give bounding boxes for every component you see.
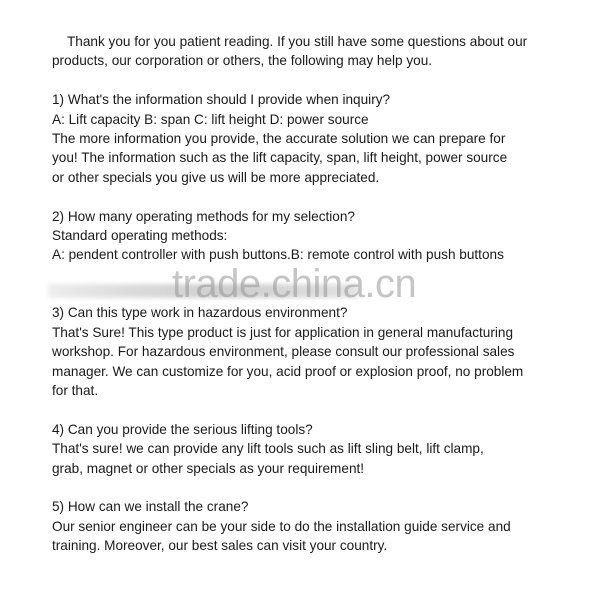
faq-answer-line: A: Lift capacity B: span C: lift height D: power source [52, 111, 369, 127]
paragraph-gap [52, 187, 582, 206]
paragraph-gap [52, 71, 582, 90]
faq-question: 1) What's the information should I provide when inquiry? [52, 92, 391, 108]
faq-answer-line: training. Moreover, our best sales can visit your country. [52, 538, 388, 554]
faq-item [52, 420, 582, 478]
faq-answer-line: The more information you provide, the accurate solution we can prepare for [52, 130, 506, 146]
faq-answer-line: manager. We can customize for you, acid proof or explosion proof, no problem [52, 363, 524, 379]
faq-question: 2) How many operating methods for my selection? [52, 208, 355, 224]
faq-item [52, 90, 582, 187]
watermark-text: trade.china.cn [172, 262, 417, 306]
faq-question: 3) Can this type work in hazardous environment? [52, 305, 348, 321]
faq-answer-line: grab, magnet or other specials as your requirement! [52, 460, 365, 476]
faq-question: 4) Can you provide the serious lifting tools? [52, 421, 313, 437]
faq-answer-line: you! The information such as the lift capacity, span, lift height, power source [52, 150, 508, 166]
faq-item [52, 303, 582, 400]
faq-item [52, 497, 582, 555]
faq-answer-line: Standard operating methods: [52, 227, 228, 243]
faq-answer-line: workshop. For hazardous environment, please consult our professional sales [52, 344, 515, 360]
faq-answer-line: That's Sure! This type product is just for application in general manufacturing [52, 324, 513, 340]
faq-answer-line: Our senior engineer can be your side to do the installation guide service and [52, 518, 511, 534]
faq-answer-line: That's sure! we can provide any lift tools such as lift sling belt, lift clamp, [52, 441, 484, 457]
intro-line: Thank you for you patient reading. If you still have some questions about our [67, 34, 528, 49]
paragraph-gap [52, 400, 582, 419]
intro-line: products, our corporation or others, the following may help you. [52, 53, 433, 69]
faq-question: 5) How can we install the crane? [52, 499, 249, 515]
paragraph-gap [52, 478, 582, 497]
faq-answer-line: A: pendent controller with push buttons.B: remote control with push buttons [52, 247, 504, 263]
faq-item [52, 207, 582, 265]
faq-answer-line: for that. [52, 383, 99, 399]
faq-answer-line: or other specials you give us will be more appreciated. [52, 169, 380, 185]
